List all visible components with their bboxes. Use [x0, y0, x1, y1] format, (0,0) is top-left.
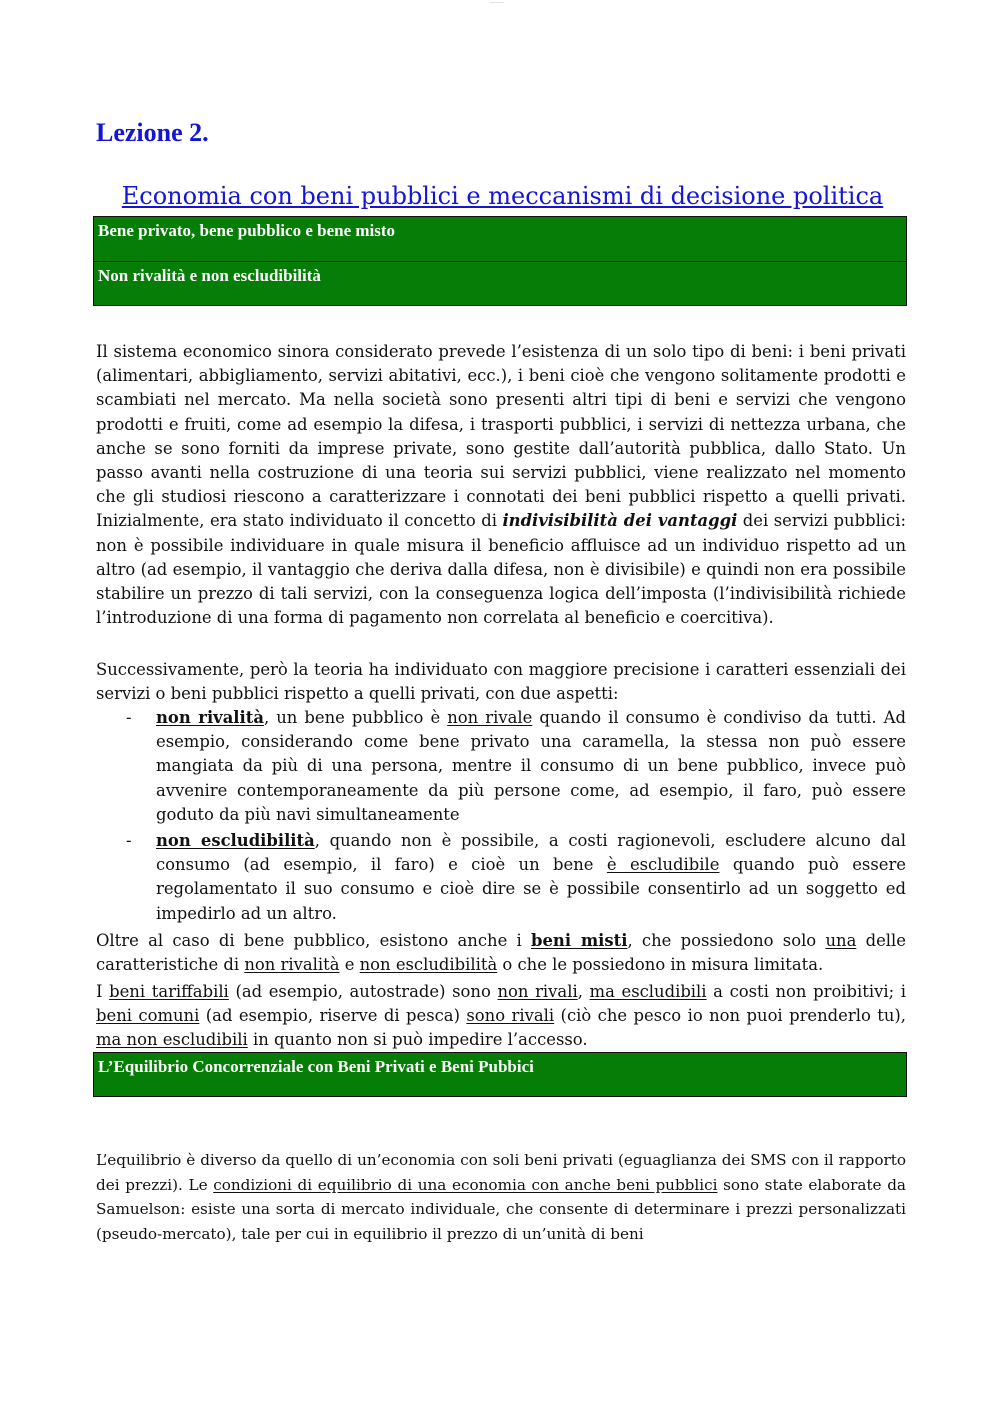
text-run: , un bene pubblico è: [263, 708, 448, 727]
text-run: Oltre al caso di bene pubblico, esistono anche i: [96, 931, 532, 950]
key-term: beni misti: [531, 931, 628, 950]
header-mark: ----------: [490, 0, 505, 5]
list-bullet: -: [126, 831, 132, 851]
text-run: (ciò che pesco io non puoi prenderlo tu),: [554, 1006, 906, 1026]
paragraph-intro: [96, 340, 906, 630]
page-title: Economia con beni pubblici e meccanismi di decisione politica: [121, 182, 884, 210]
text-run: , che possiedono solo: [627, 931, 826, 950]
paragraph-beni-misti: [96, 929, 906, 977]
section-bar-label: Bene privato, bene pubblico e bene misto: [98, 221, 396, 240]
underlined-term: ma non escludibili: [96, 1030, 248, 1050]
text-run: , quando non è possibile, a costi ragionevoli, escludere alcuno dal consumo (ad esempio, il faro) e cioè un bene: [156, 831, 906, 875]
text-run: Successivamente, però la teoria ha individuato con maggiore precisione i caratteri essenziali dei servizi o beni pubblici rispetto a quelli privati, con due aspetti:: [96, 660, 906, 704]
text-run: dei servizi pubblici: non è possibile individuare in quale misura il beneficio affluisce ad un individuo rispetto ad un altro (ad esempio, il vantaggio che deriva dalla difesa, non è divisibile) e quindi non era possibile stabilire un prezzo di tali servizi, con la conseguenza logica dell’imposta (l’indivisibilità richiede l’introduzione di una forma di pagamento non correlata al beneficio e coercitiva).: [96, 511, 906, 628]
text-run: quando può essere regolamentato il suo consumo e cioè dire se è possibile consentirlo ad un soggetto ed impedirlo ad un altro.: [156, 855, 906, 923]
underlined-term: non rivale: [447, 708, 533, 727]
text-run: delle caratteristiche di: [96, 931, 906, 975]
text-run: in quanto non si può impedire l’accesso.: [247, 1030, 588, 1050]
text-run: (ad esempio, autostrade) sono: [228, 982, 498, 1001]
underlined-term: è escludibile: [606, 855, 720, 875]
text-run: Il sistema economico sinora considerato prevede l’esistenza di un solo tipo di beni: i beni privati (alimentari, abbigliamento, servizi abitativi, ecc.), i beni cioè che vengono solitamente prodotti e scambiati nel mercato. Ma nella società sono presenti altri tipi di beni e servizi che vengono prodotti e fruiti, come ad esempio la difesa, i trasporti pubblici, i servizi di nettezza urbana, che anche se sono forniti da imprese private, sono gestite dall’autorità pubblica, dallo Stato. Un passo avanti nella costruzione di una teoria sui servizi pubblici, viene realizzato nel momento che gli studiosi riescono a caratterizzare i connotati dei beni pubblici rispetto a quelli privati. Inizialmente, era stato individuato il concetto di: [96, 342, 906, 531]
underlined-term: non escludibilità: [359, 955, 498, 975]
text-run: a costi non proibitivi; i: [706, 982, 907, 1001]
text-run: o che le possiedono in misura limitata.: [497, 955, 824, 975]
section-bar-equilibrio: [93, 1052, 907, 1097]
section-bar-non-rivalita: [93, 261, 907, 306]
text-run: I: [96, 982, 110, 1001]
section-bar-bene-privato: [93, 216, 907, 261]
underlined-term: sono rivali: [466, 1006, 555, 1026]
list-bullet: -: [126, 708, 132, 727]
list-item: [96, 829, 906, 926]
characteristics-list: [96, 706, 906, 926]
underlined-term: una: [825, 931, 857, 950]
underlined-term: non rivalità: [244, 955, 340, 975]
underlined-term: beni tariffabili: [109, 982, 229, 1001]
emphasis-term: indivisibilità dei vantaggi: [502, 511, 738, 531]
section-bar-label: L’Equilibrio Concorrenziale con Beni Privati e Beni Pubbici: [98, 1057, 534, 1076]
underlined-term: beni comuni: [96, 1006, 200, 1026]
section-bar-label: Non rivalità e non escludibilità: [98, 266, 321, 285]
text-run: ,: [577, 982, 590, 1001]
lesson-heading: Lezione 2.: [96, 118, 209, 147]
list-item: [96, 706, 906, 827]
text-run: sono state elaborate da Samuelson: esiste una sorta di mercato individuale, che consente di determinare i prezzi personalizzati (pseudo-mercato), tale per cui in equilibrio il prezzo di un’unità di beni: [96, 1175, 906, 1243]
underlined-term: non rivali: [497, 982, 578, 1001]
underlined-term: condizioni di equilibrio di una economia con anche beni pubblici: [213, 1175, 718, 1194]
paragraph-beni-tariffabili: [96, 980, 906, 1053]
paragraph-successivamente: [96, 658, 906, 706]
key-term: non rivalità: [156, 708, 264, 727]
underlined-term: ma escludibili: [589, 982, 707, 1001]
paragraph-equilibrio: [96, 1148, 906, 1246]
text-run: (ad esempio, riserve di pesca): [199, 1006, 467, 1026]
key-term: non escludibilità: [156, 831, 315, 851]
text-run: L’equilibrio è diverso da quello di un’economia con soli beni privati (eguaglianza dei SMS con il rapporto dei prezzi). Le: [96, 1151, 906, 1194]
text-run: quando il consumo è condiviso da tutti. Ad esempio, considerando come bene privato una caramella, la stessa non può essere mangiata da più di una persona, mentre il consumo di un bene pubblico, invece può avvenire contemporaneamente da più persone come, ad esempio, il faro, può essere goduto da più navi simultaneamente: [156, 708, 907, 824]
text-run: e: [339, 955, 360, 975]
